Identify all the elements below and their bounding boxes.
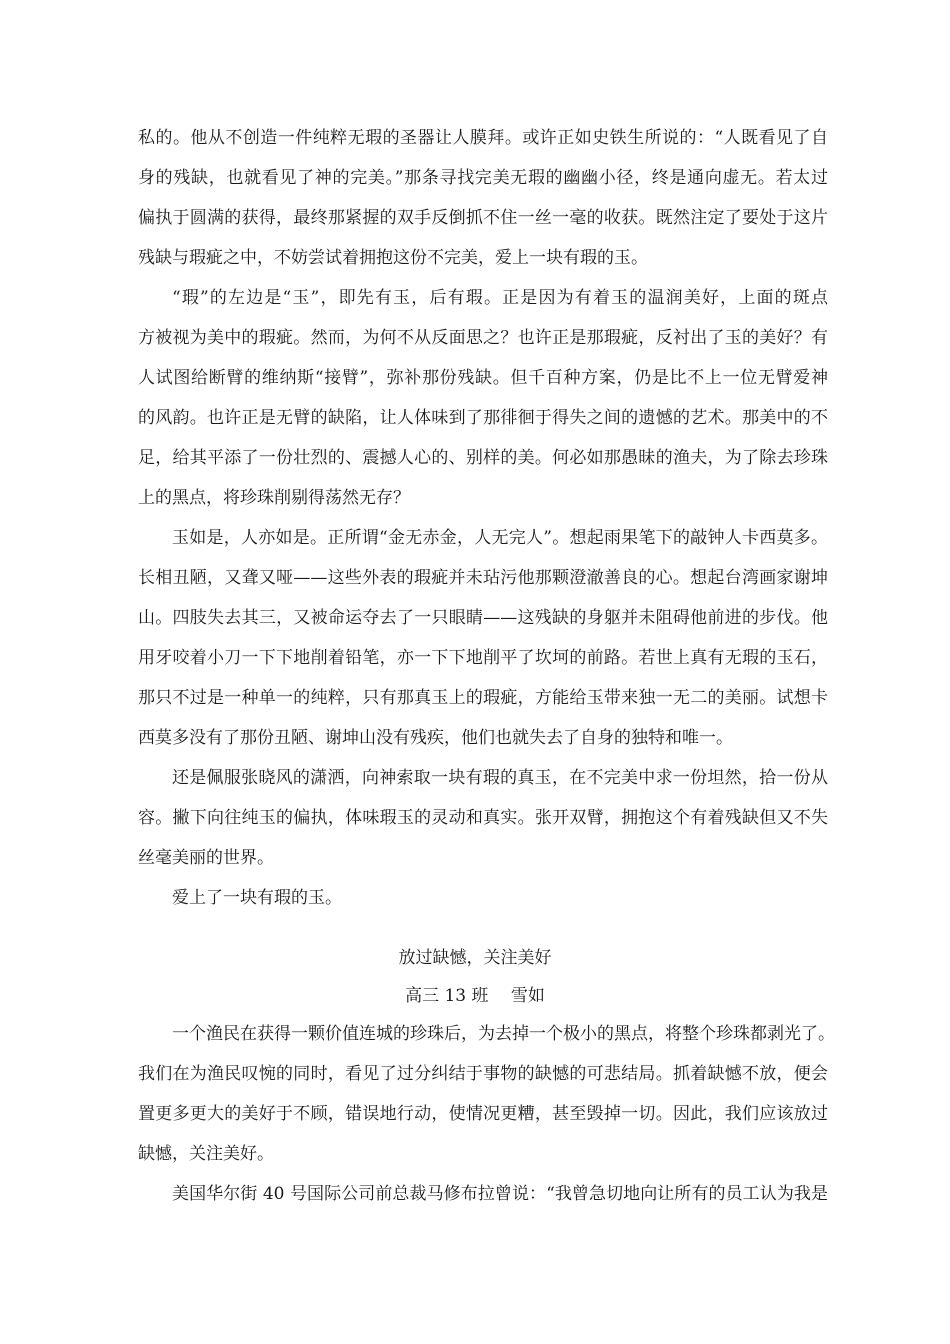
text-line: 的风韵。也许正是无臂的缺陷，让人体味到了那徘徊于得失之间的遗憾的艺术。那美中的不 [138, 408, 828, 428]
text-line: 方被视为美中的瑕疵。然而，为何不从反面思之？也许正是那瑕疵，反衬出了玉的美好？有 [138, 328, 828, 348]
text-line: 私的。他从不创造一件纯粹无瑕的圣器让人膜拜。或许正如史铁生所说的：“人既看见了自 [138, 128, 828, 148]
text-line: 一个渔民在获得一颗价值连城的珍珠后，为去掉一个极小的黑点，将整个珍珠都剥光了。 [172, 1024, 835, 1044]
text-line: 西莫多没有了那份丑陋、谢坤山没有残疾，他们也就失去了自身的独特和唯一。 [138, 728, 733, 748]
text-line: 人试图给断臂的维纳斯“接臂”，弥补那份残缺。但千百种方案，仍是比不上一位无臂爱神 [138, 368, 828, 388]
text-line: 丝毫美丽的世界。 [138, 848, 274, 868]
essay-title: 放过缺憾，关注美好 [398, 948, 552, 968]
text-line: 爱上了一块有瑕的玉。 [172, 888, 342, 908]
text-line: 置更多更大的美好于不顾，错误地行动，使情况更糟，甚至毁掉一切。因此，我们应该放过 [138, 1104, 828, 1124]
text-line: 容。撇下向往纯玉的偏执，体味瑕玉的灵动和真实。张开双臂，拥抱这个有着残缺但又不失 [138, 808, 828, 828]
text-line: 残缺与瑕疵之中，不妨尝试着拥抱这份不完美，爱上一块有瑕的玉。 [138, 248, 648, 268]
text-line: 还是佩服张晓风的潇洒，向神索取一块有瑕的真玉，在不完美中求一份坦然，拾一份从 [172, 768, 828, 788]
text-line: 山。四肢失去其三，又被命运夺去了一只眼睛——这残缺的身躯并未阻碍他前进的步伐。他 [138, 608, 828, 628]
text-line: 身的残缺，也就看见了神的完美。”那条寻找完美无瑕的幽幽小径，终是通向虚无。若太过 [138, 168, 828, 188]
text-line: 足，给其平添了一份壮烈的、震撼人心的、别样的美。何必如那愚昧的渔夫，为了除去珍珠 [138, 448, 828, 468]
text-line: “瑕”的左边是“玉”，即先有玉，后有瑕。正是因为有着玉的温润美好，上面的斑点 [172, 288, 828, 308]
text-line: 玉如是，人亦如是。正所谓“金无赤金，人无完人”。想起雨果笔下的敲钟人卡西莫多。 [172, 528, 828, 548]
text-line: 长相丑陋，又聋又哑——这些外表的瑕疵并未玷污他那颗澄澈善良的心。想起台湾画家谢坤 [138, 568, 828, 588]
text-line: 美国华尔街 40 号国际公司前总裁马修布拉曾说：“我曾急切地向让所有的员工认为我是 [172, 1184, 828, 1204]
text-line: 我们在为渔民叹惋的同时，看见了过分纠结于事物的缺憾的可悲结局。抓着缺憾不放，便会 [138, 1064, 828, 1084]
text-line: 缺憾，关注美好。 [138, 1144, 274, 1164]
essay-author: 高三 13 班 雪如 [405, 986, 545, 1006]
text-line: 那只不过是一种单一的纯粹，只有那真玉上的瑕疵，方能给玉带来独一无二的美丽。试想卡 [138, 688, 828, 708]
text-line: 上的黑点，将珍珠削剔得荡然无存？ [138, 488, 410, 508]
text-line: 用牙咬着小刀一下下地削着铅笔，亦一下下地削平了坎坷的前路。若世上真有无瑕的玉石， [138, 648, 828, 668]
text-line: 偏执于圆满的获得，最终那紧握的双手反倒抓不住一丝一毫的收获。既然注定了要处于这片 [138, 208, 828, 228]
